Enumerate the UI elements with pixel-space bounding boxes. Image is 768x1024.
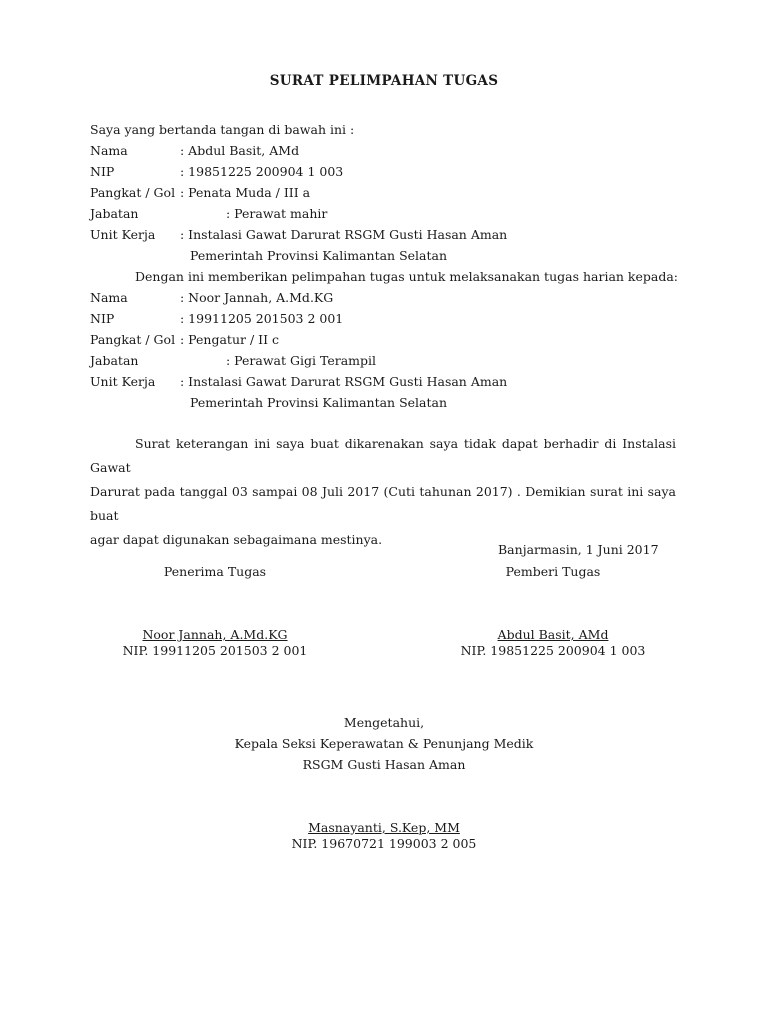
giver-pangkat-label: Pangkat / Gol — [90, 185, 176, 200]
receiver-name-label: Nama — [90, 290, 128, 305]
giver-name-label: Nama — [90, 143, 128, 158]
giver-jabatan-value: : Perawat mahir — [226, 206, 328, 221]
body-line-3: agar dapat digunakan sebagaimana mestinya. — [90, 532, 383, 547]
transfer-sentence: Dengan ini memberikan pelimpahan tugas untuk melaksanakan tugas harian kepada: — [135, 269, 679, 284]
place-date: Banjarmasin, 1 Juni 2017 — [498, 542, 659, 557]
giver-nip-value: : 19851225 200904 1 003 — [180, 164, 344, 179]
giver-pangkat-value: : Penata Muda / III a — [180, 185, 311, 200]
giver-nip-label: NIP — [90, 164, 115, 179]
giver-role: Pemberi Tugas — [505, 564, 601, 579]
approval-heading: Mengetahui, — [343, 715, 425, 730]
page-title: SURAT PELIMPAHAN TUGAS — [269, 73, 499, 89]
receiver-name-value: : Noor Jannah, A.Md.KG — [180, 290, 334, 305]
receiver-nip-value: : 19911205 201503 2 001 — [180, 311, 344, 326]
body-line-2: Darurat pada tanggal 03 sampai 08 Juli 2017 (Cuti tahunan 2017) . Demikian surat ini saya buat — [90, 484, 676, 523]
body-paragraph — [90, 432, 676, 552]
giver-jabatan-label: Jabatan — [90, 206, 139, 221]
receiver-signature-name: Noor Jannah, A.Md.KG — [142, 627, 288, 642]
approval-institution: RSGM Gusti Hasan Aman — [302, 757, 466, 772]
receiver-role: Penerima Tugas — [163, 564, 267, 579]
giver-unit-label: Unit Kerja — [90, 227, 156, 242]
receiver-unit-label: Unit Kerja — [90, 374, 156, 389]
receiver-signature-nip: NIP. 19911205 201503 2 001 — [122, 643, 308, 658]
receiver-nip-label: NIP — [90, 311, 115, 326]
receiver-pangkat-value: : Pengatur / II c — [180, 332, 279, 347]
giver-signature-name: Abdul Basit, AMd — [497, 627, 609, 642]
receiver-pangkat-label: Pangkat / Gol — [90, 332, 176, 347]
giver-unit-value-2: Pemerintah Provinsi Kalimantan Selatan — [190, 248, 448, 263]
approver-signature-nip: NIP. 19670721 199003 2 005 — [291, 836, 477, 851]
approver-signature-name: Masnayanti, S.Kep, MM — [308, 820, 460, 835]
receiver-unit-value-2: Pemerintah Provinsi Kalimantan Selatan — [190, 395, 448, 410]
giver-unit-value: : Instalasi Gawat Darurat RSGM Gusti Hasan Aman — [180, 227, 508, 242]
body-line-1: Surat keterangan ini saya buat dikarenakan saya tidak dapat berhadir di Instalasi Gawat — [90, 436, 676, 475]
approval-position: Kepala Seksi Keperawatan & Penunjang Medik — [234, 736, 534, 751]
intro-text: Saya yang bertanda tangan di bawah ini : — [90, 122, 355, 137]
receiver-unit-value: : Instalasi Gawat Darurat RSGM Gusti Hasan Aman — [180, 374, 508, 389]
receiver-jabatan-value: : Perawat Gigi Terampil — [226, 353, 377, 368]
giver-name-value: : Abdul Basit, AMd — [180, 143, 300, 158]
receiver-jabatan-label: Jabatan — [90, 353, 139, 368]
giver-signature-nip: NIP. 19851225 200904 1 003 — [460, 643, 646, 658]
